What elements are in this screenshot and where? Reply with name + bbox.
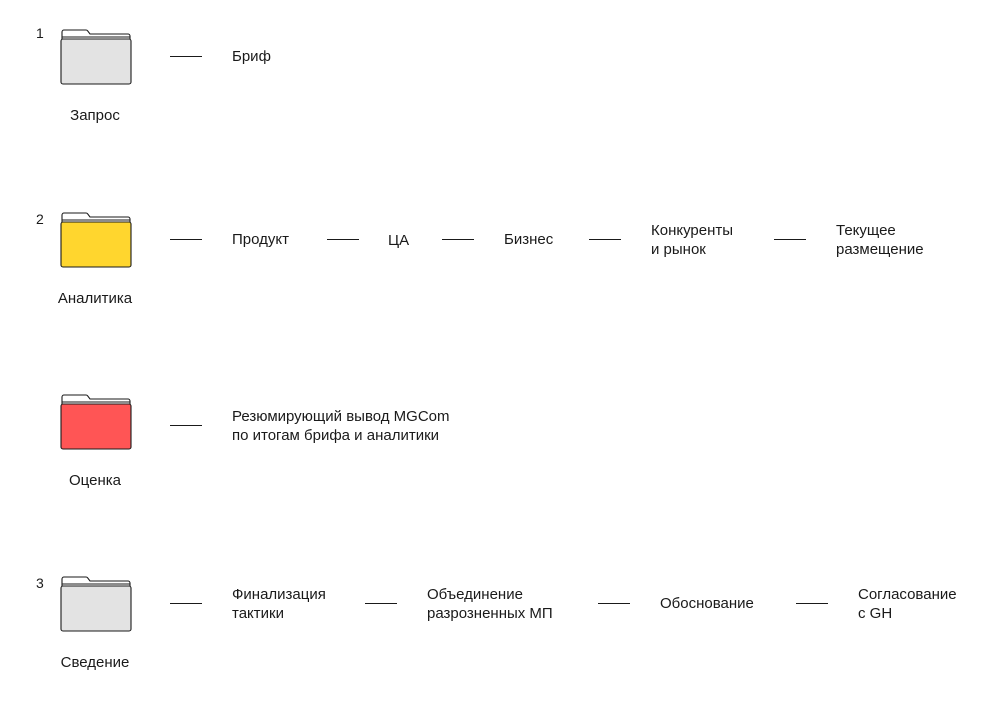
step-line: Объединение: [427, 586, 523, 603]
stage-number: 2: [36, 211, 44, 227]
step-line: Конкуренты: [651, 222, 734, 239]
process-step: [427, 585, 553, 623]
process-step: [858, 585, 957, 623]
connector-line: [170, 239, 202, 240]
step-line: ЦА: [388, 232, 410, 249]
connector-line: [170, 56, 202, 57]
step-line: по итогам брифа и аналитики: [232, 427, 440, 444]
folder-icon: [60, 28, 132, 85]
stage-number: 1: [36, 25, 44, 41]
step-line: Обоснование: [660, 595, 754, 612]
step-line: Резюмирующий вывод MGCom: [232, 408, 450, 425]
folder-icon: [60, 393, 132, 450]
step-line: размещение: [836, 241, 924, 258]
step-line: с GH: [858, 605, 893, 622]
folder-icon-graphic: [60, 211, 132, 268]
process-step: [232, 230, 289, 249]
step-line: Продукт: [232, 231, 289, 248]
folder-body: [61, 222, 131, 267]
step-line: и рынок: [651, 241, 706, 258]
stage-label: Оценка: [69, 472, 121, 489]
folder-icon: [60, 211, 132, 268]
process-step: [504, 230, 553, 249]
step-line: Бриф: [232, 48, 271, 65]
process-step: [232, 47, 271, 66]
folder-icon-graphic: [60, 28, 132, 85]
stage-number: 3: [36, 575, 44, 591]
connector-line: [170, 603, 202, 604]
folder-body: [61, 39, 131, 84]
connector-line: [774, 239, 806, 240]
folder-body: [61, 586, 131, 631]
connector-line: [796, 603, 828, 604]
process-step: [660, 594, 754, 613]
step-line: разрозненных МП: [427, 605, 553, 622]
connector-line: [589, 239, 621, 240]
step-line: Текущее: [836, 222, 896, 239]
process-step: [651, 221, 733, 259]
stage-label: Аналитика: [57, 290, 133, 307]
step-line: Финализация: [232, 586, 326, 603]
connector-line: [170, 425, 202, 426]
process-step: [232, 407, 450, 445]
stage-label: Сведение: [60, 654, 130, 671]
connector-line: [598, 603, 630, 604]
step-line: тактики: [232, 605, 284, 622]
connector-line: [442, 239, 474, 240]
process-step: [232, 585, 326, 623]
folder-icon-graphic: [60, 393, 132, 450]
stage-label: Запрос: [70, 107, 120, 124]
process-step: [836, 221, 924, 259]
step-line: Согласование: [858, 586, 957, 603]
folder-icon-graphic: [60, 575, 132, 632]
folder-body: [61, 404, 131, 449]
process-step: [388, 231, 409, 250]
folder-icon: [60, 575, 132, 632]
connector-line: [365, 603, 397, 604]
step-line: Бизнес: [504, 231, 554, 248]
connector-line: [327, 239, 359, 240]
